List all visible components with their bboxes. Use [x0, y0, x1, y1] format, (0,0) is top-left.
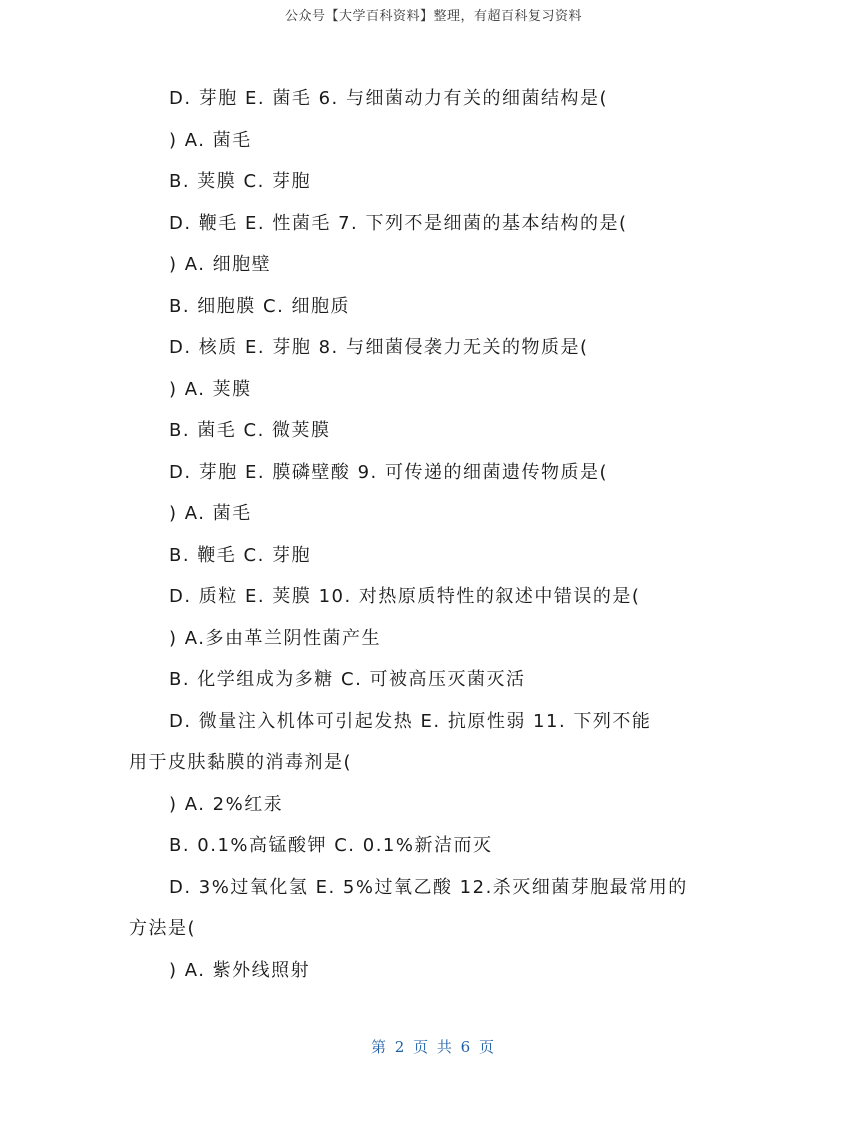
- text-line: B. 鞭毛 C. 芽胞: [169, 544, 312, 566]
- text-line: B. 菌毛 C. 微荚膜: [169, 420, 331, 441]
- text-line: ) A. 2%红汞: [169, 793, 284, 815]
- text-line: ) A. 荚膜: [169, 378, 252, 400]
- text-line: D. 芽胞 E. 膜磷壁酸 9. 可传递的细菌遗传物质是(: [169, 461, 608, 483]
- text-line: ) A.多由革兰阴性菌产生: [169, 627, 381, 649]
- text-line: B. 荚膜 C. 芽胞: [169, 171, 312, 192]
- text-line: D. 核质 E. 芽胞 8. 与细菌侵袭力无关的物质是(: [169, 337, 589, 358]
- text-line: D. 芽胞 E. 菌毛 6. 与细菌动力有关的细菌结构是(: [169, 88, 608, 109]
- page-header: 公众号【大学百科资料】整理，有超百科复习资料: [284, 9, 582, 24]
- text-line: B. 0.1%高锰酸钾 C. 0.1%新洁而灭: [169, 835, 493, 856]
- document-body: [129, 78, 749, 991]
- text-line: 方法是(: [129, 918, 197, 939]
- text-line: B. 化学组成为多糖 C. 可被高压灭菌灭活: [169, 669, 526, 690]
- text-line: ) A. 菌毛: [169, 129, 252, 151]
- text-line: D. 微量注入机体可引起发热 E. 抗原性弱 11. 下列不能: [169, 710, 652, 732]
- text-line: ) A. 细胞壁: [169, 254, 272, 275]
- text-line: 用于皮肤黏膜的消毒剂是(: [129, 752, 353, 773]
- text-line: D. 质粒 E. 荚膜 10. 对热原质特性的叙述中错误的是(: [169, 586, 641, 607]
- text-line: ) A. 紫外线照射: [169, 959, 311, 981]
- page-number: 第 2 页 共 6 页: [371, 1038, 496, 1056]
- text-line: ) A. 菌毛: [169, 503, 252, 524]
- text-line: D. 3%过氧化氢 E. 5%过氧乙酸 12.杀灭细菌芽胞最常用的: [169, 876, 688, 898]
- text-line: D. 鞭毛 E. 性菌毛 7. 下列不是细菌的基本结构的是(: [169, 212, 628, 234]
- text-line: B. 细胞膜 C. 细胞质: [169, 295, 351, 317]
